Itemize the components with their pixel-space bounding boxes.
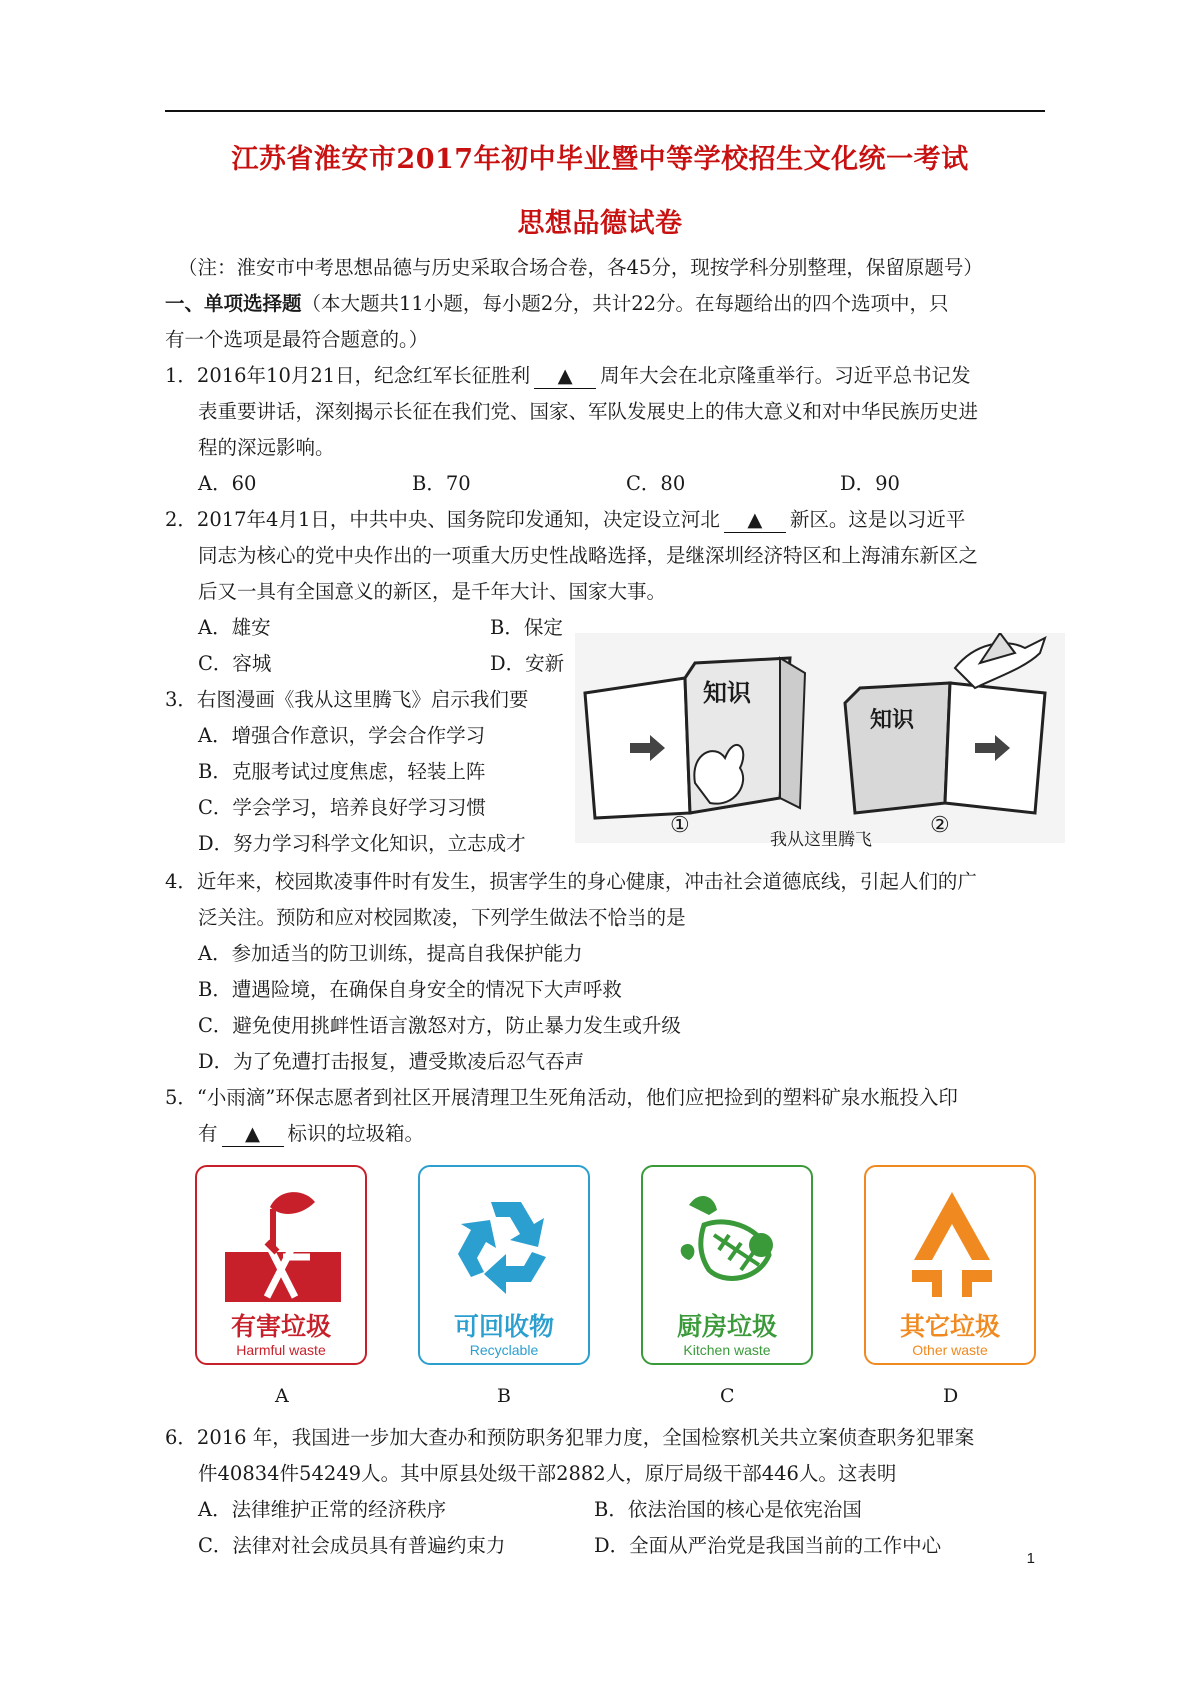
q6-option-c: C．法律对社会成员具有普遍约束力 [198,1534,506,1557]
panel2-number: ② [930,813,950,838]
q6-option-b: B．依法治国的核心是依宪治国 [594,1498,862,1521]
q1-line1 [165,358,971,394]
sign-d-letter: D [943,1385,959,1407]
q3-option-c: C．学会学习，培养良好学习习惯 [198,796,486,819]
q2-text-a: 2．2017年4月1日，中共中央、国务院印发通知，决定设立河北 [165,508,720,531]
sign-harmful-waste [195,1165,367,1365]
sign-recyclable [418,1165,590,1365]
q4-line1: 4．近年来，校园欺凌事件时有发生，损害学生的身心健康，冲击社会道德底线，引起人们的广 [165,870,977,893]
exam-title: 江苏省淮安市2017年初中毕业暨中等学校招生文化统一考试 [231,144,969,175]
q4-text-c: 的是 [646,906,686,929]
comic-illustration [575,633,1065,850]
q4-text-a: 泛关注。预防和应对校园欺凌，下列学生做法 [198,906,589,929]
q1-text-b: 周年大会在北京隆重举行。习近平总书记发 [600,364,971,387]
q4-option-d: D．为了免遭打击报复，遭受欺凌后忍气吞声 [198,1050,585,1073]
panel1-number: ① [670,813,690,838]
q3-option-d: D．努力学习科学文化知识，立志成才 [198,832,526,855]
sign-b-letter: B [497,1385,511,1407]
sign-kitchen-waste [641,1165,813,1365]
q2-line3: 后又一具有全国意义的新区，是千年大计、国家大事。 [198,580,667,603]
sign-d-en: Other waste [912,1342,988,1358]
book1-label: 知识 [703,679,751,707]
q1-text-a: 1．2016年10月21日，纪念红军长征胜利 [165,364,531,387]
harmful-icon [225,1187,341,1302]
q4-option-a: A．参加适当的防卫训练，提高自我保护能力 [198,942,583,965]
q2-option-c: C．容城 [198,652,272,675]
section1-heading: 一、单项选择题 [165,292,302,315]
q2-line2: 同志为核心的党中央作出的一项重大历史性战略选择，是继深圳经济特区和上海浦东新区之 [198,544,979,567]
q4-line2 [198,900,686,936]
comic-drawing [575,633,1065,843]
q2-option-d: D．安新 [490,652,565,675]
page-number: 1 [1026,1550,1035,1567]
comic-caption: 我从这里腾飞 [770,830,872,850]
q5-line1: 5．“小雨滴”环保志愿者到社区开展清理卫生死角活动，他们应把捡到的塑料矿泉水瓶投入印 [165,1086,958,1109]
q6-line1: 6．2016 年，我国进一步加大查办和预防职务犯罪力度，全国检察机关共立案侦查职务犯罪案 [165,1426,975,1449]
section1-line2: 有一个选项是最符合题意的。） [165,328,429,351]
sign-c-zh: 厨房垃圾 [676,1312,777,1341]
q1-option-c: C．80 [626,472,686,495]
q5-line2 [198,1116,424,1152]
q5-text-a: 有 [198,1122,218,1145]
q4-option-b: B．遭遇险境，在确保自身安全的情况下大声呼救 [198,978,622,1001]
book2-label: 知识 [870,708,915,733]
q6-option-a: A．法律维护正常的经济秩序 [198,1498,447,1521]
q3-stem: 3．右图漫画《我从这里腾飞》启示我们要 [165,688,529,711]
q3-option-b: B．克服考试过度焦虑，轻装上阵 [198,760,486,783]
q1-option-d: D．90 [840,472,900,495]
exam-subtitle: 思想品德试卷 [517,208,683,239]
sign-b-zh: 可回收物 [453,1312,554,1341]
q2-text-b: 新区。这是以习近平 [789,508,966,531]
q4-emphasis: 不恰当 [588,906,647,929]
sign-a-letter: A [275,1385,289,1407]
section1-desc: （本大题共11小题，每小题2分，共计22分。在每题给出的四个选项中，只 [301,292,949,315]
kitchen-icon [669,1185,789,1303]
q2-blank: ▲ [724,508,786,533]
q4-option-c: C．避免使用挑衅性语言激怒对方，防止暴力发生或升级 [198,1014,681,1037]
section1-line1 [165,286,949,322]
q5-blank: ▲ [222,1122,284,1147]
recycle-icon [446,1182,566,1302]
sign-c-letter: C [720,1385,735,1407]
exam-note: （注：淮安市中考思想品德与历史采取合场合卷，各45分，现按学科分别整理，保留原题号） [178,256,983,279]
sign-other-waste [864,1165,1036,1365]
sign-c-en: Kitchen waste [683,1342,771,1358]
q1-line3: 程的深远影响。 [198,436,335,459]
sign-d-zh: 其它垃圾 [899,1312,1000,1341]
q2-line1 [165,502,965,538]
other-waste-icon [892,1182,1012,1302]
q5-text-b: 标识的垃圾箱。 [287,1122,425,1145]
q6-line2: 件40834件54249人。其中原县处级干部2882人，原厅局级干部446人。这表明 [198,1462,897,1485]
q3-option-a: A．增强合作意识，学会合作学习 [198,724,486,747]
sign-a-en: Harmful waste [236,1342,326,1358]
q1-blank: ▲ [534,364,596,389]
sign-b-en: Recyclable [469,1342,539,1358]
top-rule [165,110,1045,112]
q6-option-d: D．全面从严治党是我国当前的工作中心 [594,1534,942,1557]
q1-option-b: B．70 [412,472,471,495]
sign-a-zh: 有害垃圾 [230,1312,331,1341]
q2-option-a: A．雄安 [198,616,271,639]
q1-option-a: A．60 [198,472,257,495]
q2-option-b: B．保定 [490,616,563,639]
q1-line2: 表重要讲话，深刻揭示长征在我们党、国家、军队发展史上的伟大意义和对中华民族历史进 [198,400,979,423]
